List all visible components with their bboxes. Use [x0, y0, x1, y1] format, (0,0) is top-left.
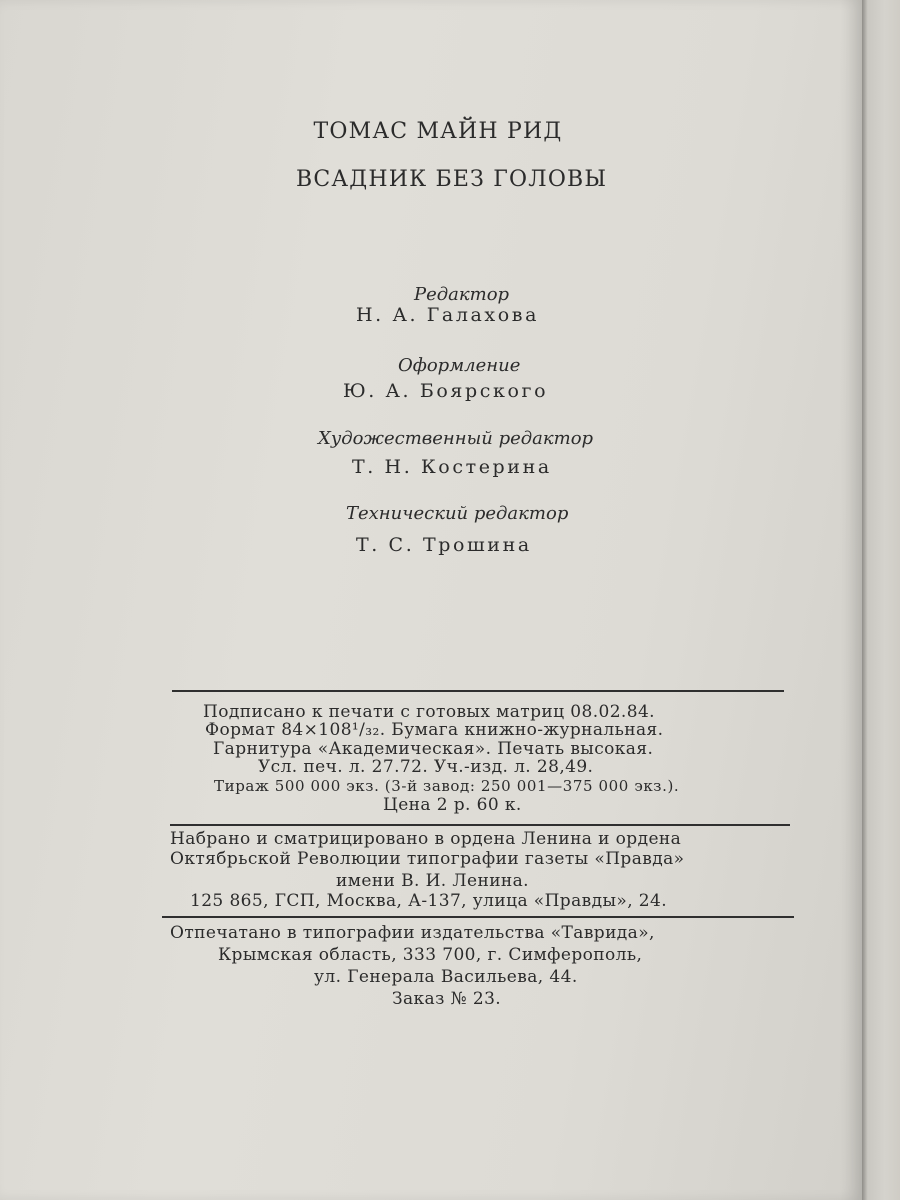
typesetting-line-2: Октябрьской Революции типографии газеты «Правда» [170, 849, 685, 869]
credit-name-art-editor: Т. Н. Костерина [352, 456, 552, 478]
order-number: Заказ № 23. [392, 989, 502, 1009]
publication-line-2: Формат 84×108¹/₃₂. Бумага книжно-журнальная. [205, 720, 664, 740]
publication-line-4: Усл. печ. л. 27.72. Уч.-изд. л. 28,49. [258, 757, 594, 777]
printing-line-3: ул. Генерала Васильева, 44. [314, 967, 578, 987]
divider-bottom [162, 916, 794, 918]
printing-line-2: Крымская область, 333 700, г. Симферополь, [218, 945, 643, 965]
book-edge [862, 0, 900, 1200]
credit-name-editor: Н. А. Галахова [356, 304, 540, 326]
credit-role-tech-editor: Технический редактор [346, 503, 569, 524]
credit-name-tech-editor: Т. С. Трошина [356, 534, 532, 556]
publication-line-5: Тираж 500 000 экз. (3-й завод: 250 001—375 000 экз.). [214, 777, 680, 795]
divider-top [172, 690, 784, 692]
book-title: ВСАДНИК БЕЗ ГОЛОВЫ [296, 167, 608, 192]
credit-role-art-editor: Художественный редактор [318, 428, 594, 449]
publication-line-3: Гарнитура «Академическая». Печать высокая. [213, 739, 654, 759]
typesetting-line-4: 125 865, ГСП, Москва, А-137, улица «Правды», 24. [190, 891, 668, 911]
publication-line-1: Подписано к печати с готовых матриц 08.02.84. [203, 702, 655, 722]
credit-name-design: Ю. А. Боярского [343, 380, 549, 402]
credit-role-editor: Редактор [414, 284, 510, 305]
page-gutter-shadow [840, 0, 862, 1200]
typesetting-line-3: имени В. И. Ленина. [336, 871, 529, 891]
price: Цена 2 р. 60 к. [383, 795, 522, 815]
author-name: ТОМАС МАЙН РИД [313, 119, 563, 144]
typesetting-line-1: Набрано и сматрицировано в ордена Ленина и ордена [170, 829, 682, 849]
credit-role-design: Оформление [398, 355, 521, 376]
printing-line-1: Отпечатано в типографии издательства «Таврида», [170, 923, 655, 943]
divider-middle [170, 824, 790, 826]
